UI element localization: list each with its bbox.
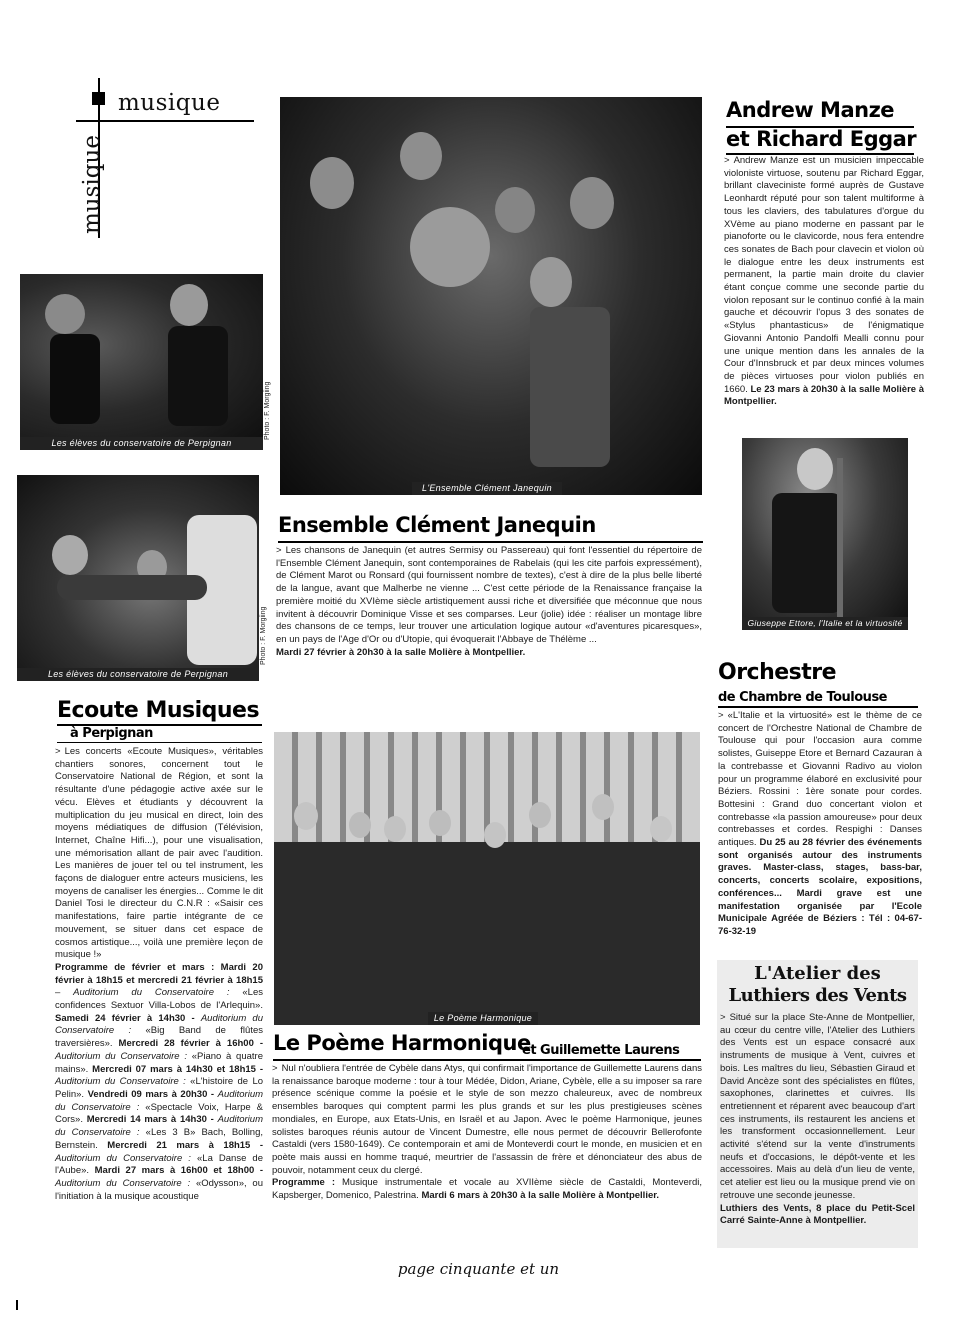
poeme-programme: Musique instrumentale et vocale au XVIIème siècle de Castaldi, Monteverdi, Kapsberger, Domenico, Palestrina. [272,1177,702,1202]
ecoute-venue: Auditorium du Conservatoire : [55,1114,263,1139]
corner-mark [16,1300,18,1310]
bullet-icon: > [718,710,724,721]
ecoute-event-date: Mercredi 21 mars à 18h15 - [107,1139,263,1151]
photo-credit: Photo : F. Morgiing [260,606,267,665]
bullet-icon: > [272,1063,278,1074]
ecoute-event-date: Mardi 27 mars à 16h00 et 18h00 - [94,1165,264,1177]
bullet-icon: > [720,1012,726,1023]
section-header [76,78,256,238]
ecoute-event: «Odysson», ou l'initiation à la musique acoustique [55,1177,263,1202]
poeme-title-suffix: et Guillemette Laurens [522,1043,680,1058]
bullet-icon: > [276,545,282,556]
atelier-title-line1: L'Atelier des [754,963,881,984]
poeme-title-rule [273,1059,701,1061]
ecoute-intro: Les concerts «Ecoute Musiques», véritables chantiers sonores, concernent tout le Conservatoire National de Région, et sont la résultante d'une pédagogie active axée sur le vécu. Elèves et étudiants y découvrent la multiplication du jeu musical en direct, loin des moyens médiatiques de diffusion (Télévision, Internet, Chaîne Hifi...), pour une visualisation, une mémorisation allant de pair avec l'audition. Les manières de jouer tel ou tel instrument, les façons de dialoguer entre acteurs musiciens, les moyens de canaliser les énergies... Comme le dit Daniel Tosi le directeur du C.N.R : «Saisir ces manifestations, faire partie intégrante de ce mouvement, se situer dans cet espace de cosmos artistique..., voilà une première leçon de musique !» [55,746,263,961]
janequin-article [276,545,702,659]
orchestre-article [718,710,922,939]
poeme-title: Le Poème Harmonique [273,1031,531,1055]
ecoute-venue: Auditorium du Conservatoire : [55,1050,187,1062]
ecoute-event: «Big Band de flûtes traversières». [55,1025,263,1050]
poeme-date: Mardi 6 mars à 20h30 à la salle Molière à Montpellier. [421,1190,660,1202]
photo-caption: Les élèves du conservatoire de Perpignan [20,437,263,450]
ecoute-venue: Auditorium du Conservatoire : [55,1012,263,1037]
photo-perpignan-students-2 [17,475,259,681]
ecoute-event-date: Mercredi 14 mars à 14h30 - [86,1114,214,1126]
ecoute-subtitle-rule [57,742,262,743]
ecoute-event: «Les 3 B» Bach, Bolling, Bernstein. [55,1127,264,1151]
header-horizontal-rule [76,120,254,122]
ecoute-article: > Les concerts «Ecoute Musiques», véritables chantiers sonores, concernent tout le Conservatoire National de Région, et sont la résultante d'une pédagogie active axée sur le vécu. Elèves et étudiants y découvrent la multiplication du jeu musical en direct, loin des moyens médiatiques de diffusion (Télévision, Internet, Chaîne Hifi...), pour une visualisation, une mémorisation allant de pair avec l'audition. Les manières de jouer tel ou tel instrument, les façons de dialoguer entre acteurs musiciens, les moyens de canaliser les énergies... Comme le dit Daniel Tosi le directeur du C.N.R : «Saisir ces manifestations, faire partie intégrante de ce mouvement, se situer dans cet espace de cosmos artistique..., voilà une première leçon de musique !» Programme de février et mars : Mardi 20 février à 18h15 et mercredi 21 février à 18h15 – Auditorium du Conservatoire : «Les confidences Sextuor Villa-Lobos de l'Arlequin». Samedi 24 février à 14h30 - Auditorium du Conservatoire : «Big Band de flûtes traversières». Mercredi 28 février à 16h00 - Auditorium du Conservatoire : «Piano à quatre mains». Mercredi 07 mars à 14h30 et 18h15 - Auditorium du Conservatoire : «L'histoire de Lo Pelin». Vendredi 09 mars à 20h30 - Auditorium du Conservatoire : «Spectacle Voix, Harpe & Cors». Mercredi 14 mars à 14h30 - Auditorium du Conservatoire : «Les 3 B» Bach, Bolling, Bernstein. Mercredi 21 mars à 18h15 - Auditorium du Conservatoire : «La Danse de l'Aube». Mardi 27 mars à 16h00 et 18h00 - Auditorium du Conservatoire : «Odysson», ou l'initiation à la musique acoustique [55,746,264,1202]
poeme-text: Nul n'oubliera l'entrée de Cybèle dans Atys, qui confirmait l'importance de Guillemette Laurens dans la renaissance baroque moderne : tour à tour Médée, Didon, Ariane, Cybèle, elle a su imposer sa rare présence scénique comme la poésie et le style de son mezzo chaleureux, avec de nombreux ensembles baroques qui comptent parmi les plus grands et sur les plus prestigieuses scènes mondiales, en Europe, aux Etats-Unis, en Israël et au Japon. Avec le poème Harmonique, jeunes solistes baroques réunis autour de Vincent Dumestre, elle nous permet de découvrir Bellerofonte Castaldi (vers 1580-1649). Ce contemporain et ami de Monteverdi court le monde, en musicien et en poète mais aussi en homme traqué, meurtrier de l'assassin de frère et dénonciateur des abus de pouvoir, notamment ceux du clergé. [272,1063,702,1176]
poeme-programme-label: Programme : [272,1177,335,1189]
photo-caption: Les élèves du conservatoire de Perpignan [17,668,259,681]
janequin-title: Ensemble Clément Janequin [278,513,596,537]
page-footer: page cinquante et un [397,1260,560,1278]
orchestre-date: Du 25 au 28 février des événements sont organisés autour des instruments graves. Master-class, stages, bass-bar, concerts, concerts scolaire, expositions, conférences... Mardi grave est une manifestation organisée par l'Ecole Municipale Agréée de Béziers : Tél : 04-67-76-32-19 [718,837,922,937]
ecoute-event: «Spectacle Voix, Harpe & Cors». [55,1101,264,1126]
photo-poeme-harmonique [274,732,700,1025]
manze-text: Andrew Manze est un musicien impeccable violoniste virtuose, soutenu par Richard Eggar, brillant claveciniste formé auprès de Gustave Leonhardt réputé pour son talent multiforme à tous les claviers, des tabulatures d'orgue du XVème au piano moderne en passant par le pianoforte ou le clavicorde, nous fera entendre ces sonates de Bach pour clavecin et violon où le dialogue entre les deux instruments est permanent, la partie main droite du clavier étant conçue comme une seconde partie du violon reposant sur le continuo confié à la main gauche et découvrir l'opus 3 des sonates de «Stylus phantasticus» de l'énigmatique Giovanni Antonio Pandolfi Mealli connu pour une unique mention dans les annales de la Cour d'Innsbruck et par deux minces volumes de pièces virtuoses pour violon publiés en 1660. [724,155,924,395]
photo-credit: Photo : F. Morgiing [264,381,271,440]
ecoute-event: «Les confidences Sextuor Villa-Lobos de l'Arlequin». [55,987,263,1012]
ecoute-venue: Auditorium du Conservatoire : [55,1088,264,1113]
section-vertical-label: musique [79,135,105,234]
manze-article [724,155,924,409]
ecoute-event: «Piano à quatre mains». [55,1050,263,1075]
orchestre-subtitle: de Chambre de Toulouse [718,690,887,705]
ecoute-event: «La Danse de l'Aube». [55,1152,263,1177]
poeme-article [272,1063,702,1203]
photo-caption: Le Poème Harmonique [428,1012,538,1025]
atelier-title-line2: Luthiers des Vents [728,985,907,1006]
ecoute-venue: Auditorium du Conservatoire : [55,1177,191,1189]
ecoute-subtitle: à Perpignan [70,726,153,741]
ecoute-venue: Auditorium du Conservatoire : [55,1076,186,1088]
photo-giuseppe-ettore [742,438,908,630]
atelier-text: Situé sur la place Ste-Anne de Montpellier, au cœur du centre ville, l'Atelier des Luthiers des Vents est un espace consacré aux instruments de musique à Vent, cuivres et bois. Les maîtres du lieu, Sébastien Giraud et David Ancèze sont des spécialistes en flûtes, saxophones, clarinettes et cuivres. Ils entretiennent et réparent avec beaucoup d'art ces instruments, ils restaurent les anciens et les transforment occasionnellement. Leur activité s'étend sur la vente d'instruments neufs et d'occasions, le dépôt-vente et les accessoires. Mais au delà d'un lieu de vente, cet atelier est lieu ou la musique prend vie on retrouve une seconde jeunesse. [720,1012,915,1201]
ecoute-event-date: Samedi 24 février à 14h30 - [55,1012,195,1024]
atelier-address: Luthiers des Vents, 8 place du Petit-Scel Carré Sainte-Anne à Montpellier. [720,1202,915,1227]
orchestre-title: Orchestre [718,660,837,685]
atelier-article [720,1012,915,1228]
manze-title-line2: et Richard Eggar [726,127,917,151]
ecoute-event-date: Mercredi 28 février à 16h00 - [118,1038,264,1050]
ecoute-venue: Auditorium du Conservatoire : [73,987,230,999]
photo-caption: L'Ensemble Clément Janequin [412,482,562,495]
ecoute-venue: Auditorium du Conservatoire : [55,1152,191,1164]
photo-caption: Giuseppe Ettore, l'Italie et la virtuosité [742,617,908,630]
photo-ensemble-janequin [280,97,702,495]
janequin-title-rule [278,541,703,543]
ecoute-programme: Programme de février et mars : Mardi 20 février à 18h15 et mercredi 21 février à 18h15 [55,961,263,986]
ecoute-event: «L'histoire de Lo Pelin». [55,1076,264,1100]
bullet-icon: > [724,155,730,166]
orchestre-text: «L'Italie et la virtuosité» est le thème de ce concert de l'Orchestre National de Chambre de Toulouse qui pour l'occasion aura comme solistes, Guiseppe Etore et Bernard Cazauran à la contrebasse et Giovanni Radivo au violon pour un programme élaboré en exclusivité pour Béziers. Rossini : 1ère sonate pour cordes. Bottesini : Grand duo concertant violon et contrebasse «la passion amoureuse» pour deux contrebasses et cordes. Respighi : Danses antiques. [718,710,922,849]
janequin-text: Les chansons de Janequin (et autres Sermisy ou Passereau) qui font l'essentiel du répertoire de l'Ensemble Clément Janequin, sont contemporaines de Rabelais (qui les cite parfois expressément), de Clément Marot ou Ronsard (qui fournissent nombre de textes), c'est à dire de la plus belle liberté de la langue, avant que Malherbe ne vienne ... C'est cette période de la Renaissance française la première moitié du XVIème siècle artistiquement aussi riche et diversifiée que méconnue que nous invitent à découvrir Dominique Visse et ses comparses. Leur (jolie) idée : réaliser un montage libre des chansons de ce temps, leur trouver une articulation logique autour «d'aventures picaresques», en un pays de l'Age d'Or ou d'Utopie, qui évoquerait l'Abbaye de Thélème ... [276,545,702,645]
manze-title-line1: Andrew Manze [726,98,895,122]
atelier-box [717,960,918,1248]
manze-date: Le 23 mars à 20h30 à la salle Molière à Montpellier. [724,383,925,408]
ecoute-title: Ecoute Musiques [57,698,260,723]
orchestre-title-rule [718,706,918,708]
ecoute-event-date: Mercredi 07 mars à 14h30 et 18h15 - [92,1063,264,1075]
janequin-date: Mardi 27 février à 20h30 à la salle Molière à Montpellier. [276,646,526,658]
bullet-icon: > [55,746,61,757]
ecoute-event-date: Vendredi 09 mars à 20h30 - [87,1088,215,1100]
section-label: musique [118,90,221,116]
photo-perpignan-students-1 [20,274,263,450]
